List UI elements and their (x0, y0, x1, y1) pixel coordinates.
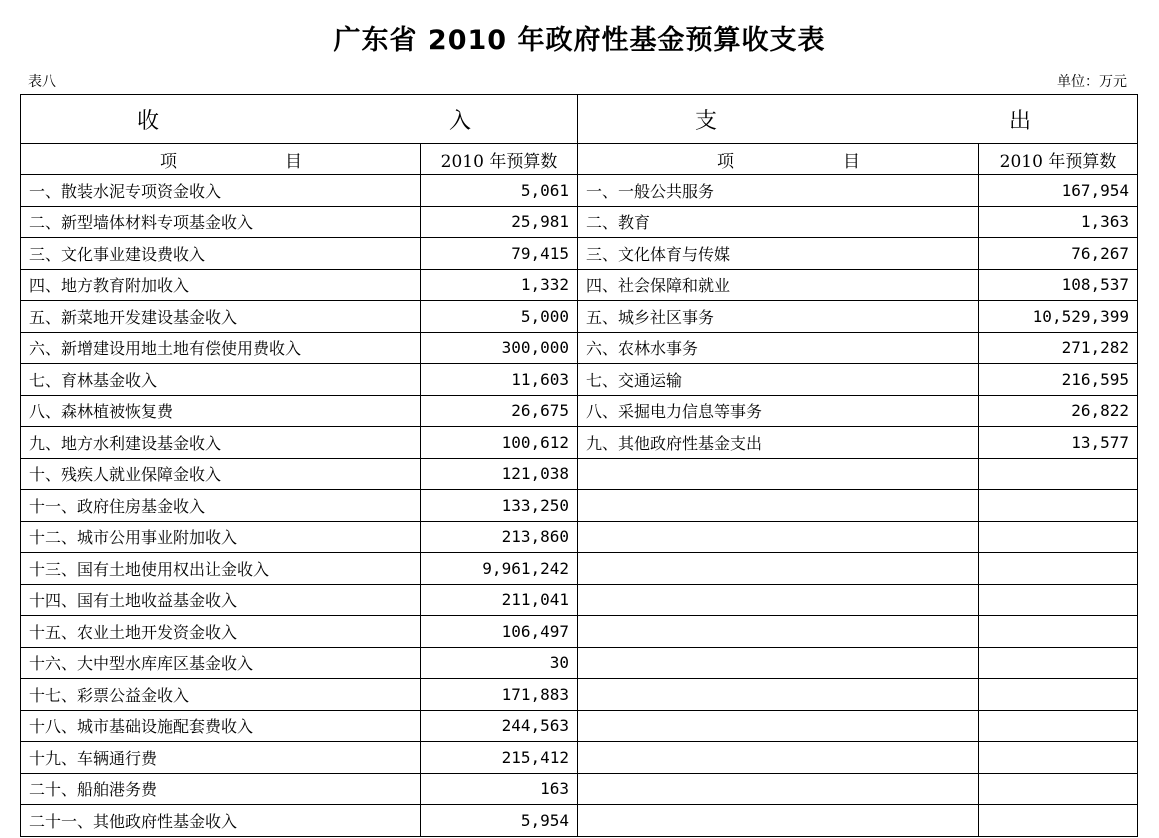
expense-item-name: 七、交通运输 (578, 364, 979, 396)
expense-amount: 216,595 (979, 364, 1138, 396)
income-item-name: 三、文化事业建设费收入 (21, 238, 421, 270)
expense-item-name: 五、城乡社区事务 (578, 301, 979, 333)
table-row (21, 742, 1138, 774)
income-item-name: 十八、城市基础设施配套费收入 (21, 710, 421, 742)
income-amount: 215,412 (421, 742, 578, 774)
income-amount: 106,497 (421, 616, 578, 648)
income-item-name: 一、散装水泥专项资金收入 (21, 175, 421, 207)
income-amount: 9,961,242 (421, 553, 578, 585)
expense-amount (979, 521, 1138, 553)
income-amount: 171,883 (421, 679, 578, 711)
section-header-row (21, 95, 1138, 144)
income-item-name: 二十一、其他政府性基金收入 (21, 805, 421, 837)
table-row (21, 395, 1138, 427)
expense-item-name: 三、文化体育与传媒 (578, 238, 979, 270)
expense-amount (979, 773, 1138, 805)
expense-amount (979, 710, 1138, 742)
expense-amount: 108,537 (979, 269, 1138, 301)
expense-item-name (578, 458, 979, 490)
income-amount: 79,415 (421, 238, 578, 270)
table-row (21, 301, 1138, 333)
income-amount: 300,000 (421, 332, 578, 364)
expense-item-name: 九、其他政府性基金支出 (578, 427, 979, 459)
budget-table (20, 94, 1138, 837)
expense-item-name: 二、教育 (578, 206, 979, 238)
item-header-char-2: 目 (285, 151, 302, 172)
table-row (21, 647, 1138, 679)
table-row (21, 458, 1138, 490)
income-item-name: 二、新型墙体材料专项基金收入 (21, 206, 421, 238)
expense-amount (979, 490, 1138, 522)
income-item-name: 九、地方水利建设基金收入 (21, 427, 421, 459)
income-amount: 211,041 (421, 584, 578, 616)
expense-amount-header: 2010 年预算数 (979, 144, 1138, 175)
income-item-name: 十六、大中型水库库区基金收入 (21, 647, 421, 679)
expense-amount (979, 458, 1138, 490)
table-row (21, 427, 1138, 459)
expense-amount (979, 742, 1138, 774)
income-amount: 1,332 (421, 269, 578, 301)
table-number: 表八 (28, 74, 56, 90)
table-row (21, 238, 1138, 270)
income-amount: 26,675 (421, 395, 578, 427)
expense-item-name (578, 742, 979, 774)
income-amount: 5,000 (421, 301, 578, 333)
table-row (21, 710, 1138, 742)
item-header-char-1: 项 (160, 151, 177, 172)
unit-label: 单位：万元 (1057, 74, 1127, 90)
expense-amount: 271,282 (979, 332, 1138, 364)
table-row (21, 773, 1138, 805)
expense-amount: 76,267 (979, 238, 1138, 270)
income-item-name: 十三、国有土地使用权出让金收入 (21, 553, 421, 585)
income-header-char-2: 入 (448, 108, 471, 134)
table-row (21, 206, 1138, 238)
expense-amount (979, 584, 1138, 616)
item-header-char-1: 项 (717, 151, 734, 172)
income-item-name: 十二、城市公用事业附加收入 (21, 521, 421, 553)
expense-amount (979, 616, 1138, 648)
income-amount: 121,038 (421, 458, 578, 490)
income-item-name: 四、地方教育附加收入 (21, 269, 421, 301)
expense-item-name: 四、社会保障和就业 (578, 269, 979, 301)
expense-item-name (578, 521, 979, 553)
income-item-name: 十一、政府住房基金收入 (21, 490, 421, 522)
income-amount: 213,860 (421, 521, 578, 553)
expense-amount: 26,822 (979, 395, 1138, 427)
table-row (21, 364, 1138, 396)
expense-item-header (578, 144, 979, 175)
income-amount: 11,603 (421, 364, 578, 396)
expense-amount (979, 805, 1138, 837)
expense-section-header (578, 95, 1138, 144)
table-row (21, 805, 1138, 837)
table-row (21, 521, 1138, 553)
income-amount: 5,061 (421, 175, 578, 207)
income-amount: 163 (421, 773, 578, 805)
expense-item-name (578, 805, 979, 837)
page-title: 广东省 2010 年政府性基金预算收支表 (333, 25, 826, 56)
expense-item-name (578, 647, 979, 679)
income-amount: 244,563 (421, 710, 578, 742)
income-amount: 30 (421, 647, 578, 679)
column-header-row (21, 144, 1138, 175)
table-row (21, 332, 1138, 364)
expense-amount: 167,954 (979, 175, 1138, 207)
expense-amount: 1,363 (979, 206, 1138, 238)
table-row (21, 269, 1138, 301)
expense-item-name: 一、一般公共服务 (578, 175, 979, 207)
expense-header-char-1: 支 (695, 108, 718, 134)
income-item-name: 二十、船舶港务费 (21, 773, 421, 805)
table-row (21, 616, 1138, 648)
income-item-name: 十七、彩票公益金收入 (21, 679, 421, 711)
income-item-name: 八、森林植被恢复费 (21, 395, 421, 427)
expense-item-name (578, 773, 979, 805)
expense-item-name (578, 710, 979, 742)
table-row (21, 553, 1138, 585)
expense-amount (979, 553, 1138, 585)
table-row (21, 490, 1138, 522)
income-item-name: 十九、车辆通行费 (21, 742, 421, 774)
expense-item-name (578, 490, 979, 522)
income-item-name: 七、育林基金收入 (21, 364, 421, 396)
income-item-name: 十、残疾人就业保障金收入 (21, 458, 421, 490)
income-item-name: 五、新菜地开发建设基金收入 (21, 301, 421, 333)
expense-header-char-2: 出 (1008, 108, 1031, 134)
expense-item-name: 八、采掘电力信息等事务 (578, 395, 979, 427)
income-amount: 25,981 (421, 206, 578, 238)
expense-amount (979, 647, 1138, 679)
income-header-char-1: 收 (137, 108, 160, 134)
income-item-name: 六、新增建设用地土地有偿使用费收入 (21, 332, 421, 364)
expense-amount: 10,529,399 (979, 301, 1138, 333)
income-item-name: 十四、国有土地收益基金收入 (21, 584, 421, 616)
table-row (21, 679, 1138, 711)
expense-amount (979, 679, 1138, 711)
expense-item-name (578, 616, 979, 648)
expense-item-name (578, 584, 979, 616)
expense-amount: 13,577 (979, 427, 1138, 459)
table-row (21, 584, 1138, 616)
income-item-name: 十五、农业土地开发资金收入 (21, 616, 421, 648)
income-amount: 100,612 (421, 427, 578, 459)
expense-item-name (578, 553, 979, 585)
income-section-header (21, 95, 578, 144)
item-header-char-2: 目 (843, 151, 860, 172)
expense-item-name: 六、农林水事务 (578, 332, 979, 364)
expense-item-name (578, 679, 979, 711)
income-item-header (21, 144, 421, 175)
table-row (21, 175, 1138, 207)
income-amount: 133,250 (421, 490, 578, 522)
income-amount-header: 2010 年预算数 (421, 144, 578, 175)
income-amount: 5,954 (421, 805, 578, 837)
